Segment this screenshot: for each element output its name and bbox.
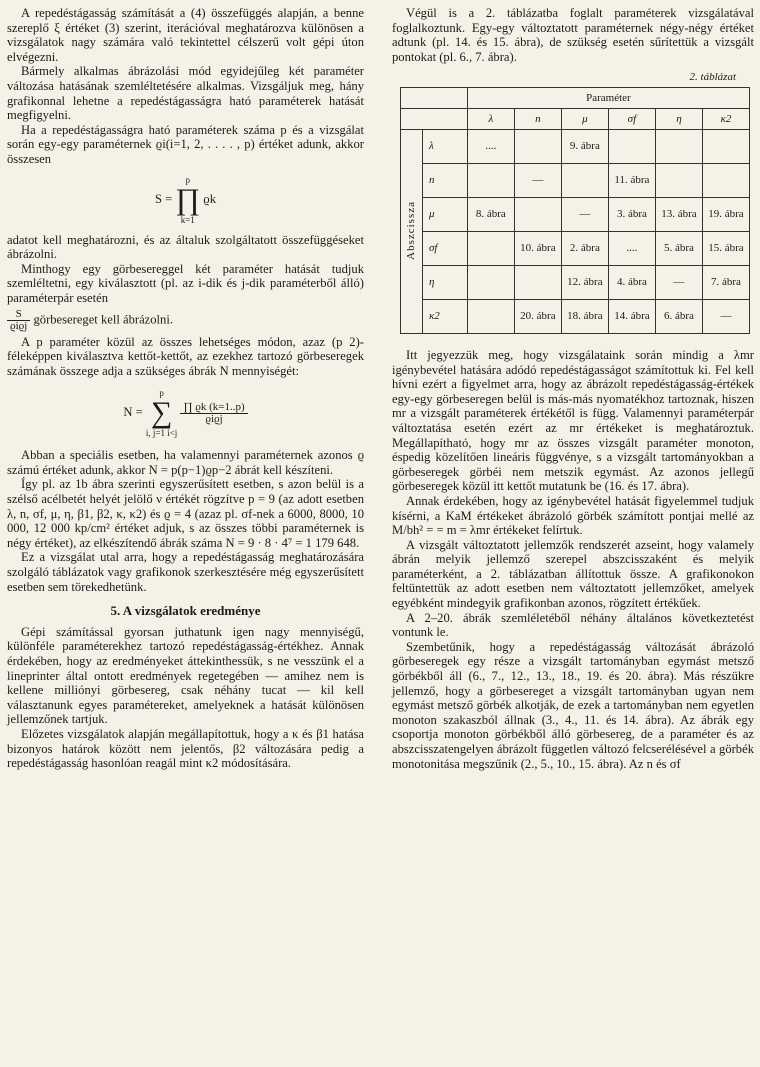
product-formula bbox=[7, 175, 364, 225]
table-cell: 5. ábra bbox=[655, 231, 702, 265]
table-cell: 20. ábra bbox=[514, 299, 561, 333]
section-heading: 5. A vizsgálatok eredménye bbox=[110, 603, 261, 619]
formula-lhs: N = bbox=[123, 405, 143, 420]
paragraph: Ha a repedéstágasságra ható paraméterek száma p és a vizsgálat során egy-egy paraméternek ϱi(i=1, 2, . . . . , p) értéket adunk, akkor összesen bbox=[7, 122, 364, 166]
sum-formula bbox=[7, 388, 364, 438]
row-header: λ bbox=[422, 129, 467, 163]
paragraph: Itt jegyezzük meg, hogy vizsgálataink során mindig a λmr igénybevétel hatására adódó repedéstágasságot számítottuk ki. Fel kell hívni ezért a figyelmet arra, hogy az ábrázolt repedéstágasság-értékek egy-egy görbeseregen belül is más-más nyomatékhoz tartoznak, hiszen mr a vizsgált paraméterek értékétől is függ. Valamennyi paraméterpár változtatása esetén ezért az mr értékeket is meghatároztuk. Megállapítható, hogy mr az összes vizsgált paraméter monoton, éspedig közelítően lineáris függvénye, s a vizsgált tartományokban a görbeseregek görbéi nem metszik egymást. Az azonos jellegű görbeseregek közül itt kettőt mutatunk be (16. és 17. ábra). bbox=[392, 347, 754, 494]
table-cell bbox=[467, 265, 514, 299]
table-cell: 13. ábra bbox=[655, 197, 702, 231]
table-cell: 19. ábra bbox=[702, 197, 749, 231]
table-cell: 6. ábra bbox=[655, 299, 702, 333]
table-cell: — bbox=[655, 265, 702, 299]
table-corner bbox=[401, 87, 468, 108]
paragraph: Minthogy egy görbesereggel két paraméter hatását tudjuk szemléltetni, egy kiválasztott (pl. az i-dik és j-dik paraméterből álló) paraméterpár esetén bbox=[7, 261, 364, 305]
column-header: κ2 bbox=[702, 108, 749, 129]
spacer bbox=[392, 334, 754, 348]
row-header: n bbox=[422, 163, 467, 197]
paragraph: Ez a vizsgálat utal arra, hogy a repedéstágasság meghatározására szolgáló táblázatok vagy grafikonok szerkesztésére még egyszerűsített esetben sem törekedhetünk. bbox=[7, 550, 364, 594]
table-cell bbox=[467, 299, 514, 333]
formula-lhs: S = bbox=[155, 191, 173, 206]
table-row bbox=[401, 299, 750, 333]
paragraph: Gépi számítással gyorsan juthatunk igen nagy mennyiségű, különféle paraméterekhez tartozó repedéstágasság-értékhez. Annak érdekében, hogy az eredményeket áttekinthessük, s ne vesszünk el a lineprinter által ontott eredmények regetegében — amihez nem is kellene milliónyi görbesereg, csak néhány tucat — kil kell választanunk egyes paramétereket, amelyeknek a hatását különösen jellemzőnek tartjuk. bbox=[7, 624, 364, 727]
table-cell: 9. ábra bbox=[561, 129, 608, 163]
table-cell: 8. ábra bbox=[467, 197, 514, 231]
table-row bbox=[401, 231, 750, 265]
table-cell: 10. ábra bbox=[514, 231, 561, 265]
paragraph: Bármely alkalmas ábrázolási mód egyidejűleg két paraméter változása hatásának szemléltetésére alkalmas. Vizsgáljuk meg, hány grafikonnal lehetne a repedéstágasságra ható paraméterek hatását megfigyelni. bbox=[7, 64, 364, 123]
column-header: μ bbox=[561, 108, 608, 129]
table-row bbox=[401, 197, 750, 231]
fraction-numerator: S bbox=[7, 309, 30, 321]
table-cell bbox=[608, 129, 655, 163]
product-operator bbox=[175, 175, 200, 225]
inline-fraction-line bbox=[7, 309, 364, 332]
paragraph: A p paraméter közül az összes lehetséges módon, azaz (p 2)-féleképpen kiválasztva kettőt-kettőt, az ezekhez tartozó görbeseregek számának összege adja a szükséges ábrák N mennyiségét: bbox=[7, 334, 364, 378]
table-cell: 7. ábra bbox=[702, 265, 749, 299]
paragraph: adatot kell meghatározni, és az általuk szolgáltatott összefüggéseket ábrázolni. bbox=[7, 232, 364, 262]
row-header: σf bbox=[422, 231, 467, 265]
left-column bbox=[7, 6, 364, 771]
formula-term: ϱk bbox=[203, 191, 216, 206]
axis-label: Abszcissza bbox=[405, 200, 418, 260]
sum-operator bbox=[146, 388, 177, 438]
paragraph: A 2–20. ábrák szemléletéből néhány általános következtetést vontunk le. bbox=[392, 610, 754, 640]
table-cell bbox=[514, 265, 561, 299]
paragraph: Így pl. az 1b ábra szerinti egyszerűsített esetben, s azon belül is a szélső acélbetét helyét jelölő ν értékét rögzítve p = 9 (az adott esetben λ, n, σf, μ, η, β1, β2, κ, κ2) és ϱ = 4 (azaz pl. σf-nek a 6000, 8000, 10 000, 12 000 kp/cm² értéket adjuk, s az összes többi paraméternek is négy értéket), az elkészítendő ábrák száma N = 9 · 8 · 4⁷ = 1 179 648. bbox=[7, 477, 364, 550]
table-cell bbox=[702, 163, 749, 197]
table-cell: 4. ábra bbox=[608, 265, 655, 299]
table-cell bbox=[702, 129, 749, 163]
column-header: n bbox=[514, 108, 561, 129]
op-upper-limit: p bbox=[159, 388, 164, 399]
paragraph: Előzetes vizsgálatok alapján megállapítottuk, hogy a κ és β1 hatása bizonyos határok között nem jelentős, β2 változására pedig a repedéstágasság hasonlóan reagál mint κ2 módosítására. bbox=[7, 726, 364, 771]
table-cell bbox=[655, 129, 702, 163]
fraction-denominator: ϱiϱj bbox=[205, 412, 223, 425]
table-cell: 3. ábra bbox=[608, 197, 655, 231]
table-caption: 2. táblázat bbox=[689, 71, 736, 84]
table-cell: 12. ábra bbox=[561, 265, 608, 299]
table-cell: 15. ábra bbox=[702, 231, 749, 265]
table-cell: .... bbox=[467, 129, 514, 163]
paragraph: A vizsgált változtatott jellemzők rendszerét azseint, hogy valamely ábrán melyik jellemző szerepel abszcisszaként és melyik paraméterként, a 2. táblázatban állítottuk össze. A grafikonokon feltüntettük az adott esetben nem változtatott jellemzőket, amelyek egyébként mindegyik grafikonban azonos, rögzített értékűek. bbox=[392, 537, 754, 611]
fraction-denominator: ϱiϱj bbox=[10, 319, 28, 332]
table-column-row bbox=[401, 108, 750, 129]
paragraph: Szembetűnik, hogy a repedéstágasság változását ábrázoló görbeseregek egy része a vizsgált tartományban egymást metsző görbékből áll (6., 7., 12., 13., 18., 19. és 20. ábra). Más részükre jellemző, hogy a görbesereget a vizsgált tartományban ugyan nem egymást metsző görbék alkotják, de ezek a tartományban nem egyetlen monoton szakaszból állnak (3., 4., 11. és 14. ábra). Az ábrák egy csoportja monoton görbékből álló görbesereg, de a paraméter és az abszcisszatengelyen ábrázolt független változó felcserélésével a görbék monotonitása megszűnik (2., 5., 10., 15. ábra). Az n és σf bbox=[392, 639, 754, 771]
table-row bbox=[401, 265, 750, 299]
table-cell bbox=[514, 197, 561, 231]
table-cell bbox=[467, 231, 514, 265]
column-header: η bbox=[655, 108, 702, 129]
row-header: μ bbox=[422, 197, 467, 231]
axis-label-cell bbox=[401, 129, 423, 333]
paragraph: Abban a speciális esetben, ha valamennyi paraméternek azonos ϱ számú értéket adunk, akkor N = p(p−1)ϱp−2 ábrát kell készíteni. bbox=[7, 448, 364, 477]
product-symbol: ∏ bbox=[175, 182, 201, 216]
table-header-row bbox=[401, 87, 750, 108]
table-cell: 11. ábra bbox=[608, 163, 655, 197]
table-cell: 14. ábra bbox=[608, 299, 655, 333]
paragraph: Annak érdekében, hogy az igénybevétel hatását figyelemmel tudjuk kísérni, a KaM értékeket ábrázoló görbék számított pontjai mellé az M/bh² = = m = λmr értékeket felírtuk. bbox=[392, 493, 754, 538]
row-header: η bbox=[422, 265, 467, 299]
paragraph-end: görbesereget kell ábrázolni. bbox=[33, 311, 173, 326]
sum-symbol: ∑ bbox=[150, 396, 173, 430]
fraction bbox=[7, 309, 30, 332]
table-header: Paraméter bbox=[467, 87, 749, 108]
parameter-table bbox=[400, 87, 750, 334]
table-cell bbox=[467, 163, 514, 197]
table-cell: 2. ábra bbox=[561, 231, 608, 265]
table-row bbox=[401, 129, 750, 163]
row-header: κ2 bbox=[422, 299, 467, 333]
table-cell: 18. ábra bbox=[561, 299, 608, 333]
op-lower-limit: k=1 bbox=[180, 214, 195, 225]
table-corner bbox=[401, 108, 468, 129]
op-upper-limit: p bbox=[185, 174, 191, 185]
fraction bbox=[180, 402, 247, 425]
table-cell bbox=[561, 163, 608, 197]
paragraph: A repedéstágasság számítását a (4) összefüggés alapján, a benne szereplő ξ értéket (3) szerint, iterációval meghatározva különösen a vizsgálatok nagy számára való tekintettel célszerű volt gépi úton elvégezni. bbox=[7, 6, 364, 64]
table-cell bbox=[514, 129, 561, 163]
table-cell: — bbox=[561, 197, 608, 231]
paragraph: Végül is a 2. táblázatba foglalt paraméterek vizsgálatával foglalkoztunk. Egy-egy változtatott paraméternek négy-négy értéket adtunk (pl. 14. és 15. ábra), de szükség esetén sűrítettük a vizsgált pontokat (pl. 6., 7. ábra). bbox=[392, 6, 754, 64]
fraction-numerator: ∏ ϱk (k=1..p) bbox=[180, 402, 247, 414]
table-cell bbox=[655, 163, 702, 197]
table-cell: .... bbox=[608, 231, 655, 265]
right-column bbox=[392, 6, 754, 771]
table-cell: — bbox=[514, 163, 561, 197]
op-lower-limit: i, j=1 i<j bbox=[145, 428, 178, 439]
column-header: σf bbox=[608, 108, 655, 129]
table-row bbox=[401, 163, 750, 197]
table-cell: — bbox=[702, 299, 749, 333]
column-header: λ bbox=[467, 108, 514, 129]
